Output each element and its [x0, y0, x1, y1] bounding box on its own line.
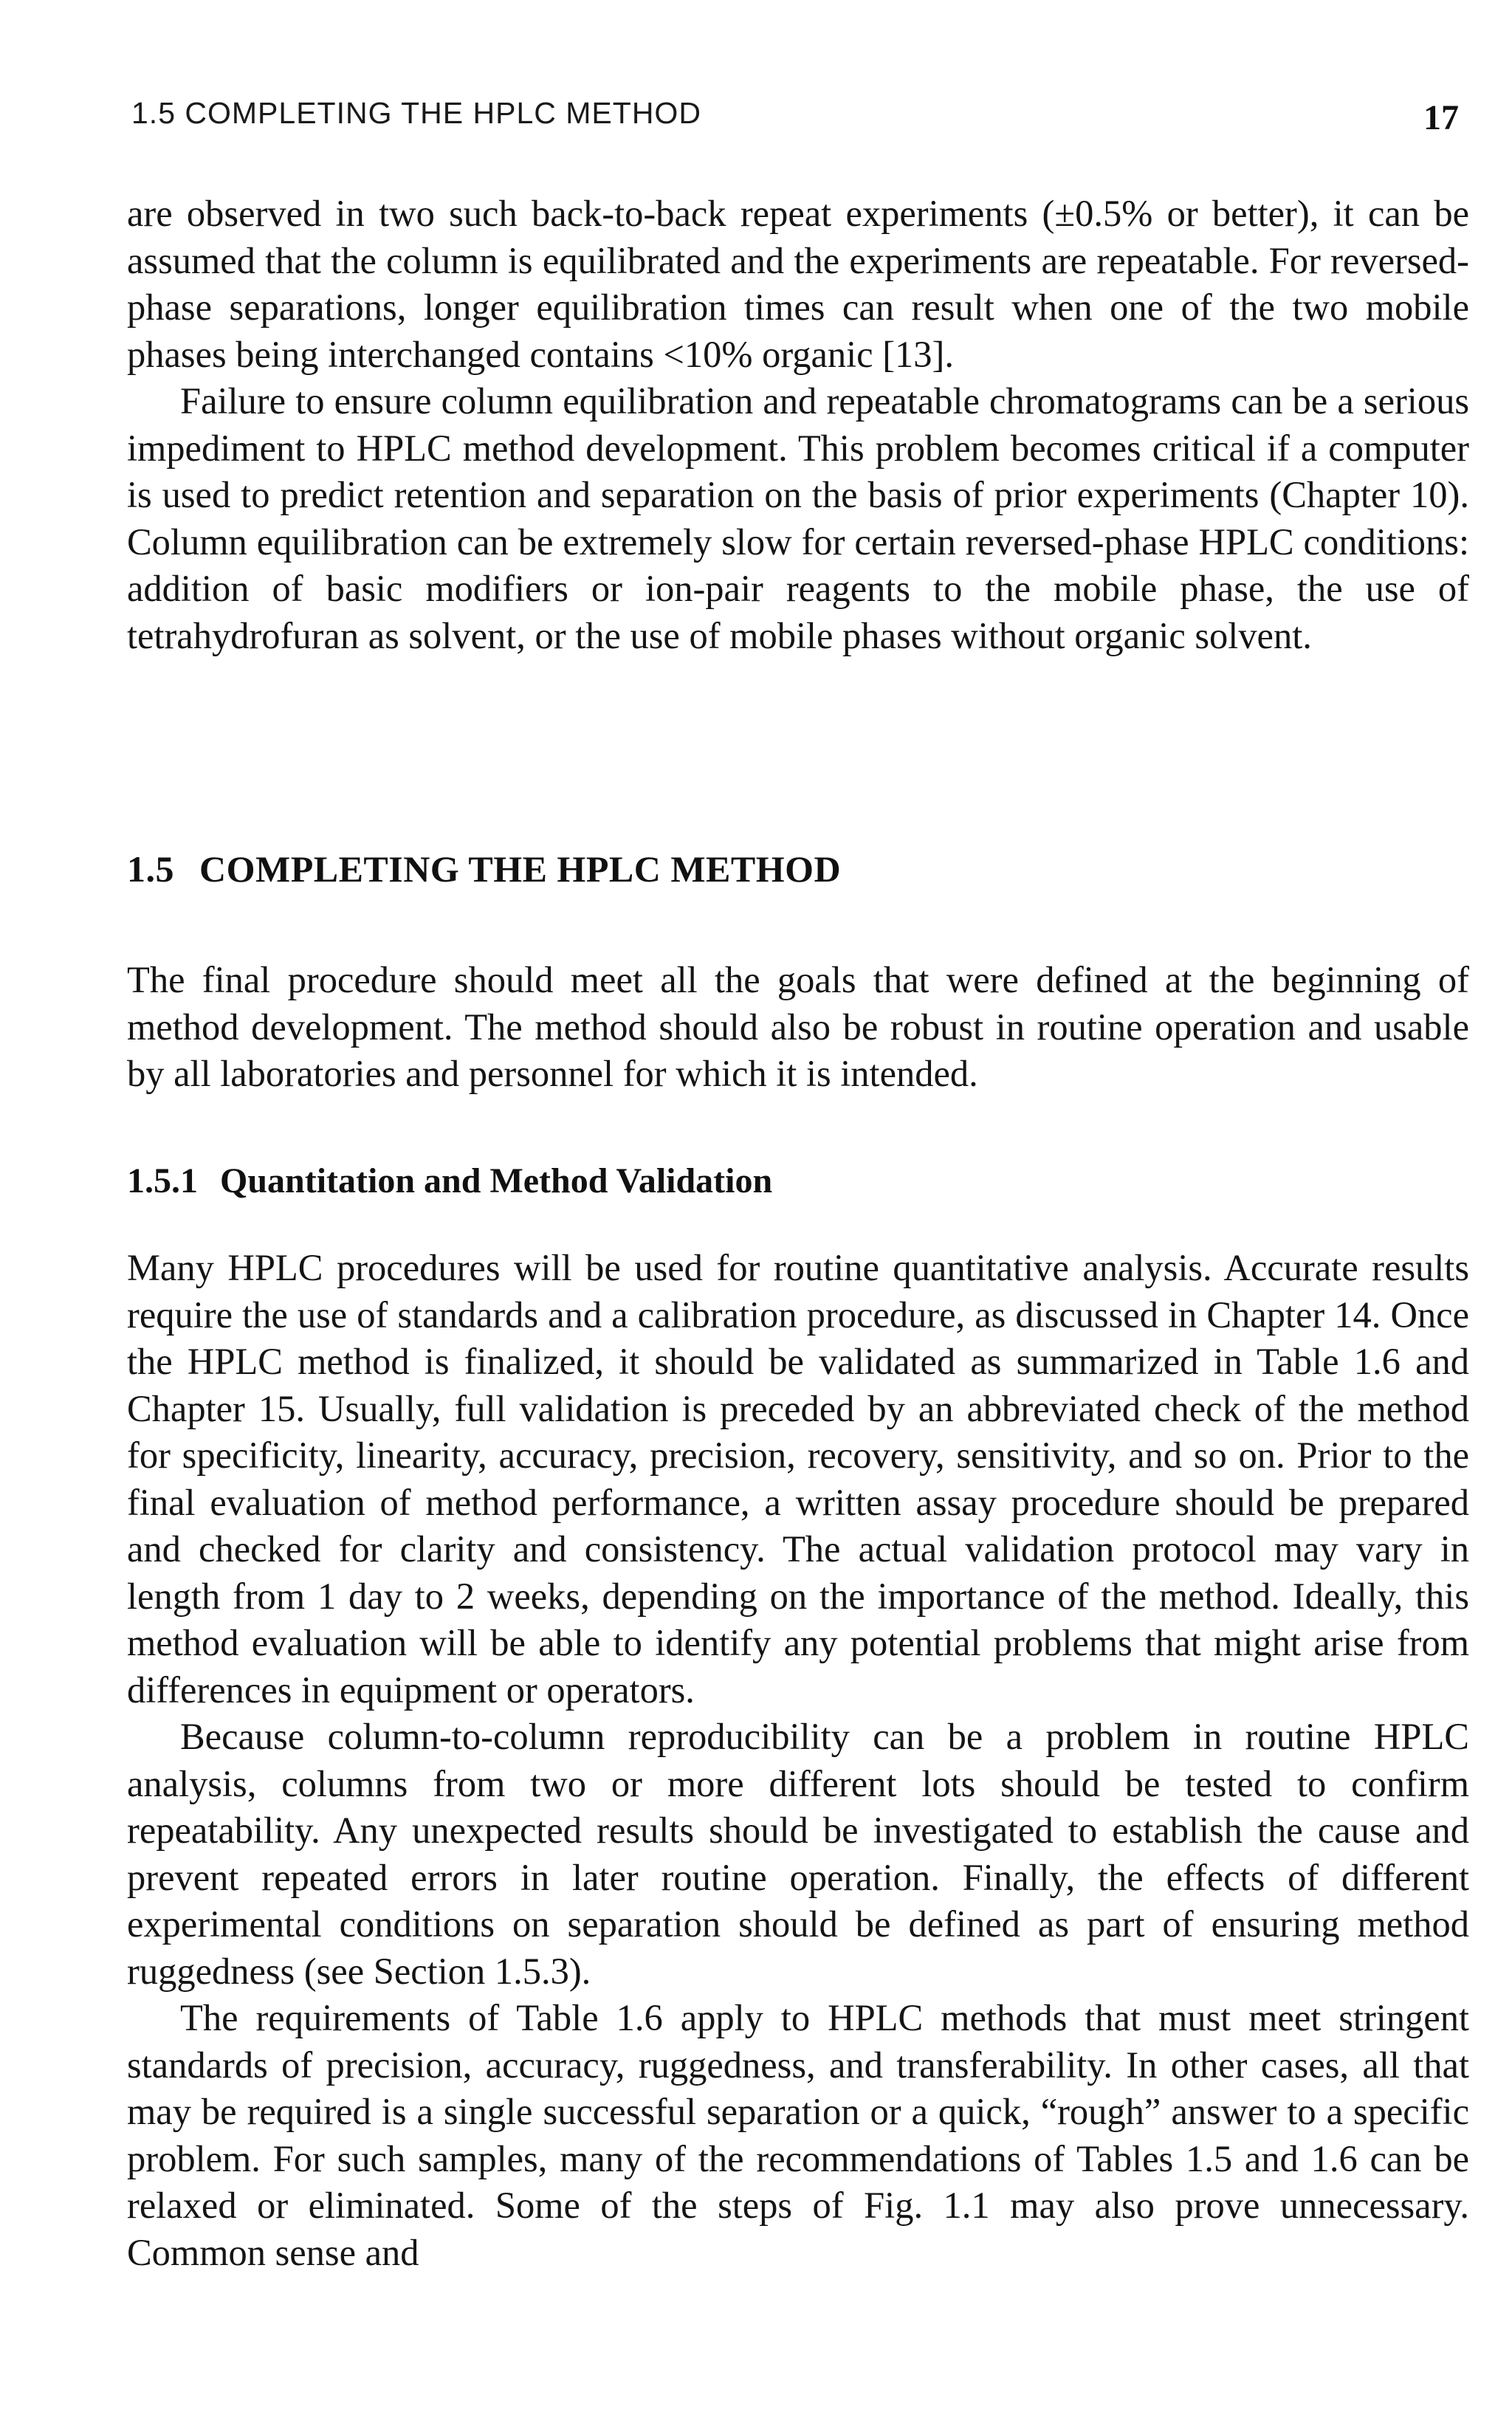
running-head: [131, 90, 1468, 149]
running-head-section: 1.5 COMPLETING THE HPLC METHOD: [131, 96, 701, 130]
paragraph-quantitation: Many HPLC procedures will be used for routine quantitative analysis. Accurate results require the use of standards and a calibration procedure, as discussed in Chapter 14. Once the HPLC method is finalized, it should be validated as summarized in Table 1.6 and Chapter 15. Usually, full validation is preceded by an abbreviated check of the method for specificity, linearity, accuracy, precision, recovery, sensitivity, and so on. Prior to the final evaluation of method performance, a written assay procedure should be prepared and checked for clarity and consistency. The actual validation protocol may vary in length from 1 day to 2 weeks, depending on the importance of the method. Ideally, this method evaluation will be able to identify any potential problems that might arise from differences in equipment or operators.: [127, 1247, 1469, 1711]
paragraph-continued: are observed in two such back-to-back repeat experiments (±0.5% or better), it can be assumed that the column is equilibrated and the experiments are repeatable. For reversed-phase separations, longer equilibration times can result when one of the two mobile phases being interchanged contains <10% organic [13].: [127, 193, 1469, 375]
paragraph-equilibration: Failure to ensure column equilibration and repeatable chromatograms can be a serious impediment to HPLC method development. This problem becomes critical if a computer is used to predict retention and separation on the basis of prior experiments (Chapter 10). Column equilibration can be extremely slow for certain reversed-phase HPLC conditions: addition of basic modifiers or ion-pair reagents to the mobile phase, the use of tetrahydrofuran as solvent, or the use of mobile phases without organic solvent.: [127, 380, 1469, 656]
section-intro-block: [127, 957, 1469, 1098]
page-number: 17: [1423, 98, 1459, 137]
continued-text-block: [127, 190, 1469, 659]
paragraph-reproducibility: Because column-to-column reproducibility can be a problem in routine HPLC analysis, columns from two or more different lots should be tested to confirm repeatability. Any unexpected results should be investigated to establish the cause and prevent repeated errors in later routine operation. Finally, the effects of different experimental conditions on separation should be defined as part of ensuring method ruggedness (see Section 1.5.3).: [127, 1716, 1469, 1992]
section-number: 1.5: [127, 848, 174, 890]
subsection-number: 1.5.1: [127, 1161, 198, 1200]
paragraph-section-intro: The final procedure should meet all the goals that were defined at the beginning of method development. The method should also be robust in routine operation and usable by all laboratories and personnel for which it is intended.: [127, 959, 1469, 1094]
subsection-text-block: [127, 1245, 1469, 2276]
subsection-heading: [127, 1161, 772, 1201]
subsection-title: Quantitation and Method Validation: [220, 1161, 773, 1200]
section-heading: [127, 848, 841, 890]
section-title: COMPLETING THE HPLC METHOD: [199, 848, 842, 890]
paragraph-requirements: The requirements of Table 1.6 apply to HPLC methods that must meet stringent standards of precision, accuracy, ruggedness, and transferability. In other cases, all that may be required is a single successful separation or a quick, “rough” answer to a specific problem. For such samples, many of the recommendations of Tables 1.5 and 1.6 can be relaxed or eliminated. Some of the steps of Fig. 1.1 may also prove unnecessary. Common sense and: [127, 1997, 1469, 2273]
